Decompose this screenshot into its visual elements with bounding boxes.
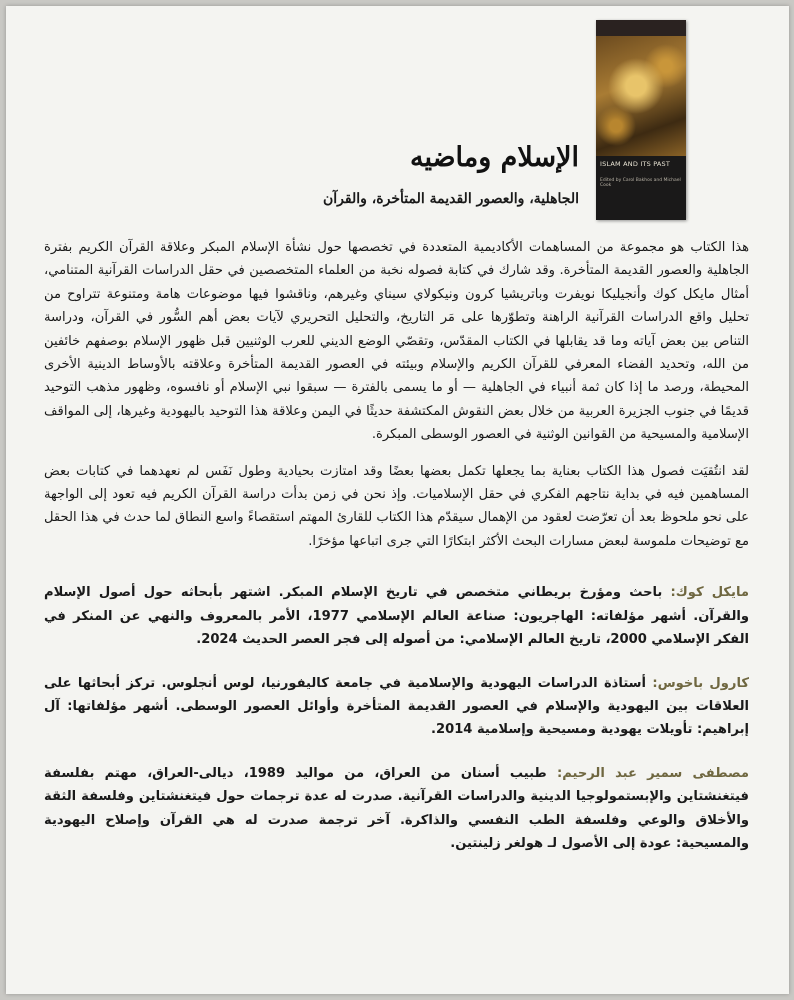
cover-editors: Edited by Carol Bakhos and Michael Cook: [600, 178, 681, 188]
editor-bio: [44, 672, 749, 742]
translator-bio-text: طبيب أسنان من العراق، من مواليد 1989، ديالى-العراق، مهتم بفلسفة فيتغنشتاين والإبستمولوجيا الدينية والدراسات القرآنية. صدرت له عدة ترجمات حول فيتغنشتاين وفلسفة الثقة والأخلاق والوعي وفلسفة الطب النفسي والذاكرة. آخر ترجمة صدرت له هي القرآن وإصلاح اليهودية والمسيحية: عودة إلى الأصول لـ هولغر زلينتين.: [44, 765, 749, 851]
author-bio-text: باحث ومؤرخ بريطاني متخصص في تاريخ الإسلام المبكر. اشتهر بأبحاثه حول أصول الإسلام والقرآن. أشهر مؤلفاته: الهاجريون: صناعة العالم الإسلامي 1977، الأمر بالمعروف والنهي عن المنكر في الفكر الإسلامي 2000، تاريخ العالم الإسلامي: من أصوله إلى فجر العصر الحديث 2024.: [44, 585, 750, 648]
author-bio: [44, 581, 749, 651]
back-cover: [6, 6, 789, 994]
translator-name: مصطفى سمير عبد الرحيم:: [557, 765, 749, 781]
description-paragraph: هذا الكتاب هو مجموعة من المساهمات الأكاديمية المتعددة في تخصصها حول نشأة الإسلام المبكر وعلاقة القرآن الكريم بفترة الجاهلية والعصور القديمة المتأخرة. وقد شارك في كتابة فصوله نخبة من العلماء المتخصصين في حقل الدراسات القرآنية المتنامي، أمثال مايكل كوك وأنجيليكا نويفرت وباتريشيا كرون ونيكولاي سيناي وغيرهم، وناقشوا فيها موضوعات هامة ومتنوعة تتراوح من تحليل واقع الدراسات القرآنية الراهنة وتطوّرها على مَر التاريخ، والتحليل التحريري لآيات بعض أهم السُّور في القرآن، ودراسة التناص بين بعض آياته وما قد يقابلها في الكتاب المقدّس، وتقصّي الوضع الديني للعرب الوثنيين قبل ظهور الإسلام بوصفهم خائفين من الله، وتحديد الفضاء المعرفي للقرآن الكريم والإسلام وبيئته في العصور القديمة المتأخرة وعلاقته بالأوساط الدينية الأخرى المحيطة، ورصد ما إذا كان ثمة أنبياء في الجاهلية — أو ما يسمى بالفترة — سبقوا نبي الإسلام أو نافسوه، وظهور مذهب التوحيد قديمًا في جنوب الجزيرة العربية من خلال بعض النقوش المكتشفة حديثًا في اليمن وعلاقة هذا التوحيد باليهودية وغيرها، إلى المواقف الإسلامية والمسيحية من القوانين الوثنية في العصور الوسطى المبكرة.: [44, 240, 749, 443]
editor-bio-text: أستاذة الدراسات اليهودية والإسلامية في جامعة كاليفورنيا، لوس أنجلوس. تركز أبحاثها على العلاقات بين اليهودية والإسلام في العصور القديمة المتأخرة وأوائل العصور الوسطى. أشهر مؤلفاتها: آل إبراهيم: تأويلات يهودية ومسيحية وإسلامية 2014.: [44, 675, 749, 738]
book-subtitle: الجاهلية، والعصور القديمة المتأخرة، والقرآن: [323, 191, 579, 207]
translator-bio: [44, 762, 749, 856]
book-title: الإسلام وماضيه: [409, 142, 579, 173]
description-body: [44, 236, 749, 875]
description-paragraph: لقد انتُقيَت فصول هذا الكتاب بعناية بما يجعلها تكمل بعضها بعضًا وقد امتازت بحيادية وطول نَفَس لم نعهدهما في كتابات بعض المساهمين فيه في بداية نتاجهم الفكري في حقل الإسلاميات. وإذ نحن في زمن بدأت دراسة القرآن الكريم فيه تعود إلى الواجهة على نحو ملحوظ بعد أن تعرّضت لعقود من الإهمال سيقدّم هذا الكتاب للقارئ المهتم استقصاءً واسع النطاق لما حدث في هذا الحقل مع توضيحات ملموسة لبعض مسارات البحث الأكثر ابتكارًا التي جرى اتباعها مؤخرًا.: [44, 463, 749, 549]
cover-top-strip: [596, 20, 686, 36]
cover-title: ISLAM AND ITS PAST: [600, 160, 671, 168]
editor-name: كارول باخوس:: [652, 675, 749, 691]
cover-artwork: [596, 36, 686, 156]
author-name: مايكل كوك:: [670, 585, 749, 601]
book-cover-thumbnail: [596, 20, 686, 220]
